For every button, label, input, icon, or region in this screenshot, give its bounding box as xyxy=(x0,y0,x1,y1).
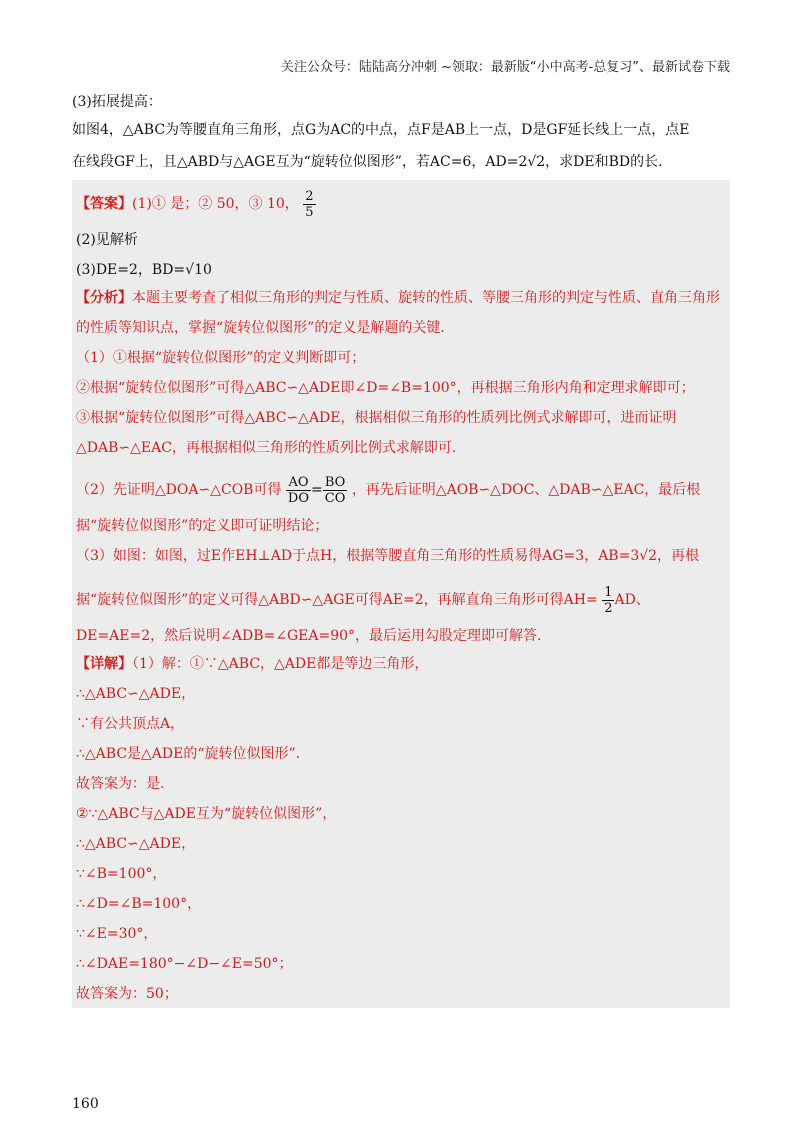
fraction-bo-co xyxy=(323,475,348,506)
fraction-ao-do xyxy=(286,475,311,506)
fraction-one-half xyxy=(602,585,614,616)
analysis-line-10 xyxy=(76,580,726,620)
detail-line: ∵有公共顶点A， xyxy=(76,716,185,732)
detail-line: ②∵△ABC与△ADE互为“旋转位似图形”， xyxy=(76,806,337,822)
answer-fraction-numerator: 2 xyxy=(305,188,314,204)
detail-line: 故答案为：50； xyxy=(76,986,178,1002)
detail-line-1-text: （1）解：①∵△ABC，△ADE都是等边三角形， xyxy=(132,656,429,672)
equals-sign: = xyxy=(311,482,323,498)
analysis-line-11: DE=AE=2，然后说明∠ADB=∠GEA=90°，最后运用勾股定理即可解答. xyxy=(76,628,542,644)
answer-line-3: (3)DE=2，BD=√10 xyxy=(76,262,212,278)
document-body xyxy=(72,92,730,1008)
problem-title: (3)拓展提高： xyxy=(72,94,162,110)
detail-line: ∴△ABC∽△ADE， xyxy=(76,686,196,702)
analysis-line-4: ②根据“旋转位似图形”可得△ABC∽△ADE即∠D=∠B=100°，再根据三角形内角和定理求解即可； xyxy=(76,380,695,396)
analysis-line-7 xyxy=(76,470,726,510)
analysis-line-5: ③根据“旋转位似图形”可得△ABC∽△ADE，根据相似三角形的性质列比例式求解即可，进而证明 xyxy=(76,410,677,426)
detail-label: 【详解】 xyxy=(76,656,132,672)
analysis-line-9: （3）如图：如图，过E作EH⊥AD于点H，根据等腰直角三角形的性质易得AG=3，AB=3√2，再根 xyxy=(76,548,700,564)
detail-line: ∴∠D=∠B=100°， xyxy=(76,896,202,912)
detail-line: 故答案为：是. xyxy=(76,776,165,792)
answer-line-1 xyxy=(76,184,726,224)
fraction-ao-do-numerator: AO xyxy=(286,475,311,491)
fraction-one-half-denominator: 2 xyxy=(604,600,613,616)
problem-line-2: 在线段GF上，且△ABD与△AGE互为“旋转位似图形”，若AC=6，AD=2√2，求DE和BD的长. xyxy=(72,154,663,170)
detail-line: ∴△ABC∽△ADE， xyxy=(76,836,196,852)
detail-line: ∵∠B=100°， xyxy=(76,866,167,882)
analysis-line-1 xyxy=(76,288,726,308)
analysis-line-8: 据“旋转位似图形”的定义即可证明结论； xyxy=(76,518,329,534)
answer-fraction-denominator: 5 xyxy=(305,204,314,220)
page-number: 160 xyxy=(72,1096,99,1112)
fraction-bo-co-denominator: CO xyxy=(324,490,346,506)
answer-label: 【答案】 xyxy=(76,196,132,212)
analysis-section xyxy=(72,284,730,650)
analysis-line-1-text: 本题主要考查了相似三角形的判定与性质、旋转的性质、等腰三角形的判定与性质、直角三角形 xyxy=(132,290,720,306)
problem-line-1: 如图4，△ABC为等腰直角三角形，点G为AC的中点，点F是AB上一点，D是GF延长线上一点，点E xyxy=(72,122,690,138)
detail-line: ∴∠DAE=180°−∠D−∠E=50°； xyxy=(76,956,293,972)
detail-line-1 xyxy=(76,654,726,674)
detail-line: ∵∠E=30°， xyxy=(76,926,158,942)
answer-line-1-text: (1)① 是；② 50，③ 10， xyxy=(132,196,299,212)
analysis-label: 【分析】 xyxy=(76,290,132,306)
analysis-line-2: 的性质等知识点，掌握“旋转位似图形”的定义是解题的关键. xyxy=(76,320,445,336)
analysis-line-10-start: 据“旋转位似图形”的定义可得△ABD∽△AGE可得AE=2，再解直角三角形可得AH= xyxy=(76,592,598,608)
fraction-one-half-numerator: 1 xyxy=(604,584,613,600)
answer-section xyxy=(72,180,730,284)
fraction-bo-co-numerator: BO xyxy=(323,475,348,491)
analysis-line-7-end: ，再先后证明△AOB∽△DOC、△DAB∽△EAC，最后根 xyxy=(351,482,701,498)
detail-line: ∴△ABC是△ADE的“旋转位似图形”. xyxy=(76,746,301,762)
answer-line-2: (2)见解析 xyxy=(76,232,138,248)
fraction-ao-do-denominator: DO xyxy=(287,490,310,506)
problem-section xyxy=(72,92,730,172)
analysis-line-7-start: （2）先证明△DOA∽△COB可得 xyxy=(76,482,282,498)
page-header: 关注公众号：陆陆高分冲刺 ~领取：最新版“小中高考-总复习”、最新试卷下载 xyxy=(280,60,730,75)
detail-section xyxy=(72,650,730,1008)
answer-fraction xyxy=(303,189,315,220)
analysis-line-3: （1）①根据“旋转位似图形”的定义判断即可； xyxy=(76,350,366,366)
analysis-line-6: △DAB∽△EAC，再根据相似三角形的性质列比例式求解即可. xyxy=(76,440,457,456)
analysis-line-10-end: AD、 xyxy=(614,592,650,608)
